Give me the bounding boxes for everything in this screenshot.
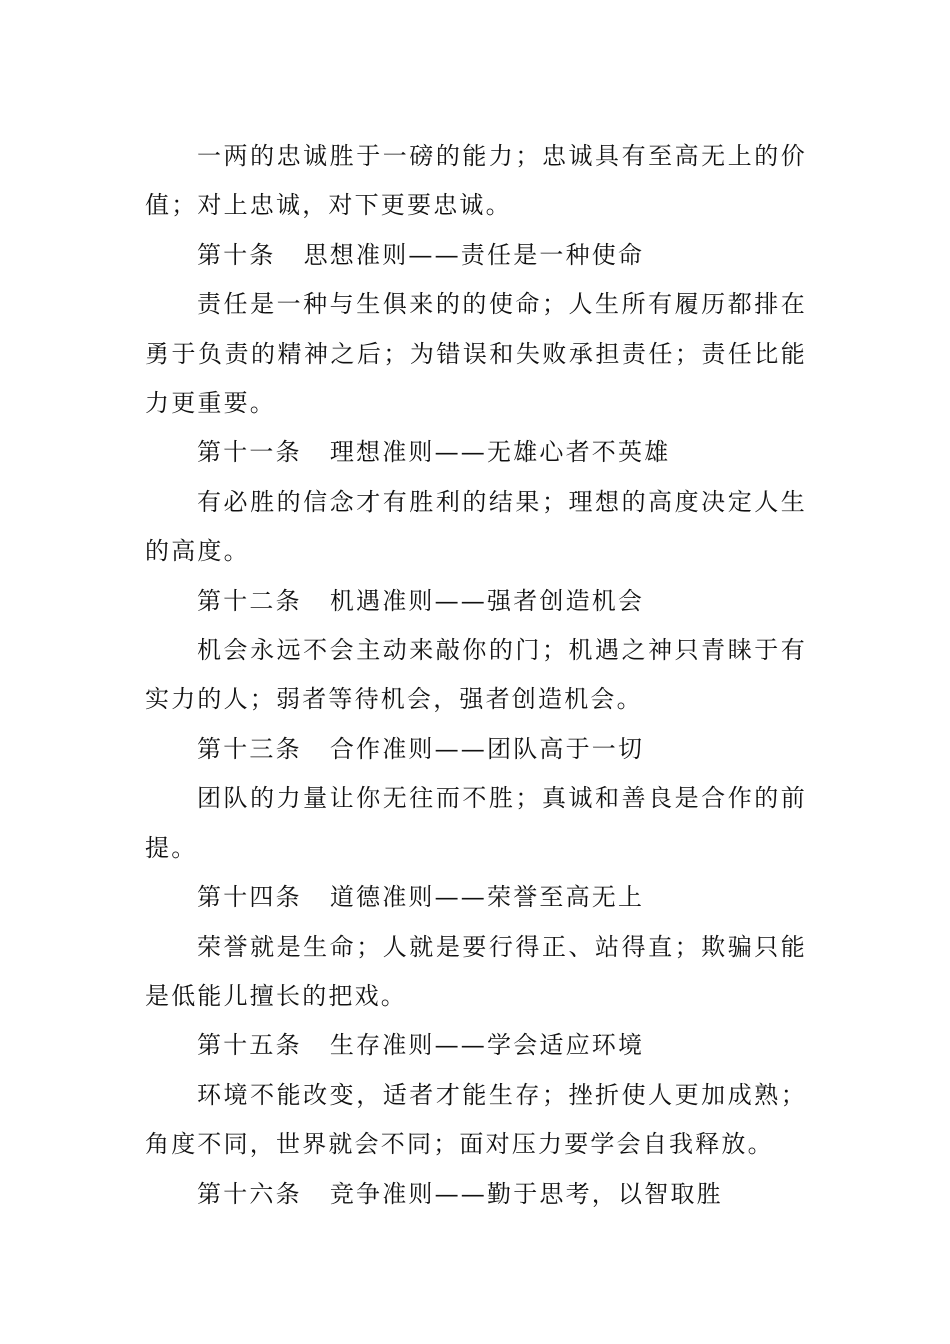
article-title: 机遇准则——强者创造机会 xyxy=(329,586,645,615)
article-number: 第十一条 xyxy=(197,438,302,467)
article-title: 道德准则——荣誉至高无上 xyxy=(329,883,645,912)
paragraph-cooperation: 团队的力量让你无往而不胜；真诚和善良是合作的前提。 xyxy=(145,784,807,862)
article-heading-16 xyxy=(145,1170,807,1219)
article-title: 理想准则——无雄心者不英雄 xyxy=(329,438,671,467)
paragraph-opportunity: 机会永远不会主动来敲你的门；机遇之神只青睐于有实力的人；弱者等待机会，强者创造机会。 xyxy=(145,636,807,714)
article-number: 第十四条 xyxy=(197,883,302,912)
article-heading-12 xyxy=(145,577,807,626)
paragraph-responsibility: 责任是一种与生俱来的的使命；人生所有履历都排在勇于负责的精神之后；为错误和失败承担责任；责任比能力更重要。 xyxy=(145,290,807,418)
article-title: 思想准则——责任是一种使命 xyxy=(303,240,645,269)
article-title: 合作准则——团队高于一切 xyxy=(329,734,645,763)
paragraph-survival: 环境不能改变，适者才能生存；挫折使人更加成熟；角度不同，世界就会不同；面对压力要学会自我释放。 xyxy=(145,1080,807,1159)
document-body xyxy=(145,132,807,1219)
paragraph-loyalty: 一两的忠诚胜于一磅的能力；忠诚具有至高无上的价值；对上忠诚，对下更要忠诚。 xyxy=(145,142,807,220)
article-heading-13 xyxy=(145,725,807,774)
article-heading-14 xyxy=(145,873,807,922)
article-number: 第十条 xyxy=(197,240,276,269)
article-heading-10 xyxy=(145,231,807,280)
article-heading-15 xyxy=(145,1021,807,1070)
paragraph-ideal: 有必胜的信念才有胜利的结果；理想的高度决定人生的高度。 xyxy=(145,487,807,566)
article-title: 竞争准则——勤于思考，以智取胜 xyxy=(329,1179,723,1208)
article-number: 第十五条 xyxy=(197,1031,302,1060)
paragraph-morality: 荣誉就是生命；人就是要行得正、站得直；欺骗只能是低能儿擅长的把戏。 xyxy=(145,932,807,1010)
article-number: 第十三条 xyxy=(197,734,302,763)
article-heading-11 xyxy=(145,428,807,477)
article-number: 第十六条 xyxy=(197,1179,302,1208)
article-title: 生存准则——学会适应环境 xyxy=(329,1031,645,1060)
article-number: 第十二条 xyxy=(197,586,302,615)
